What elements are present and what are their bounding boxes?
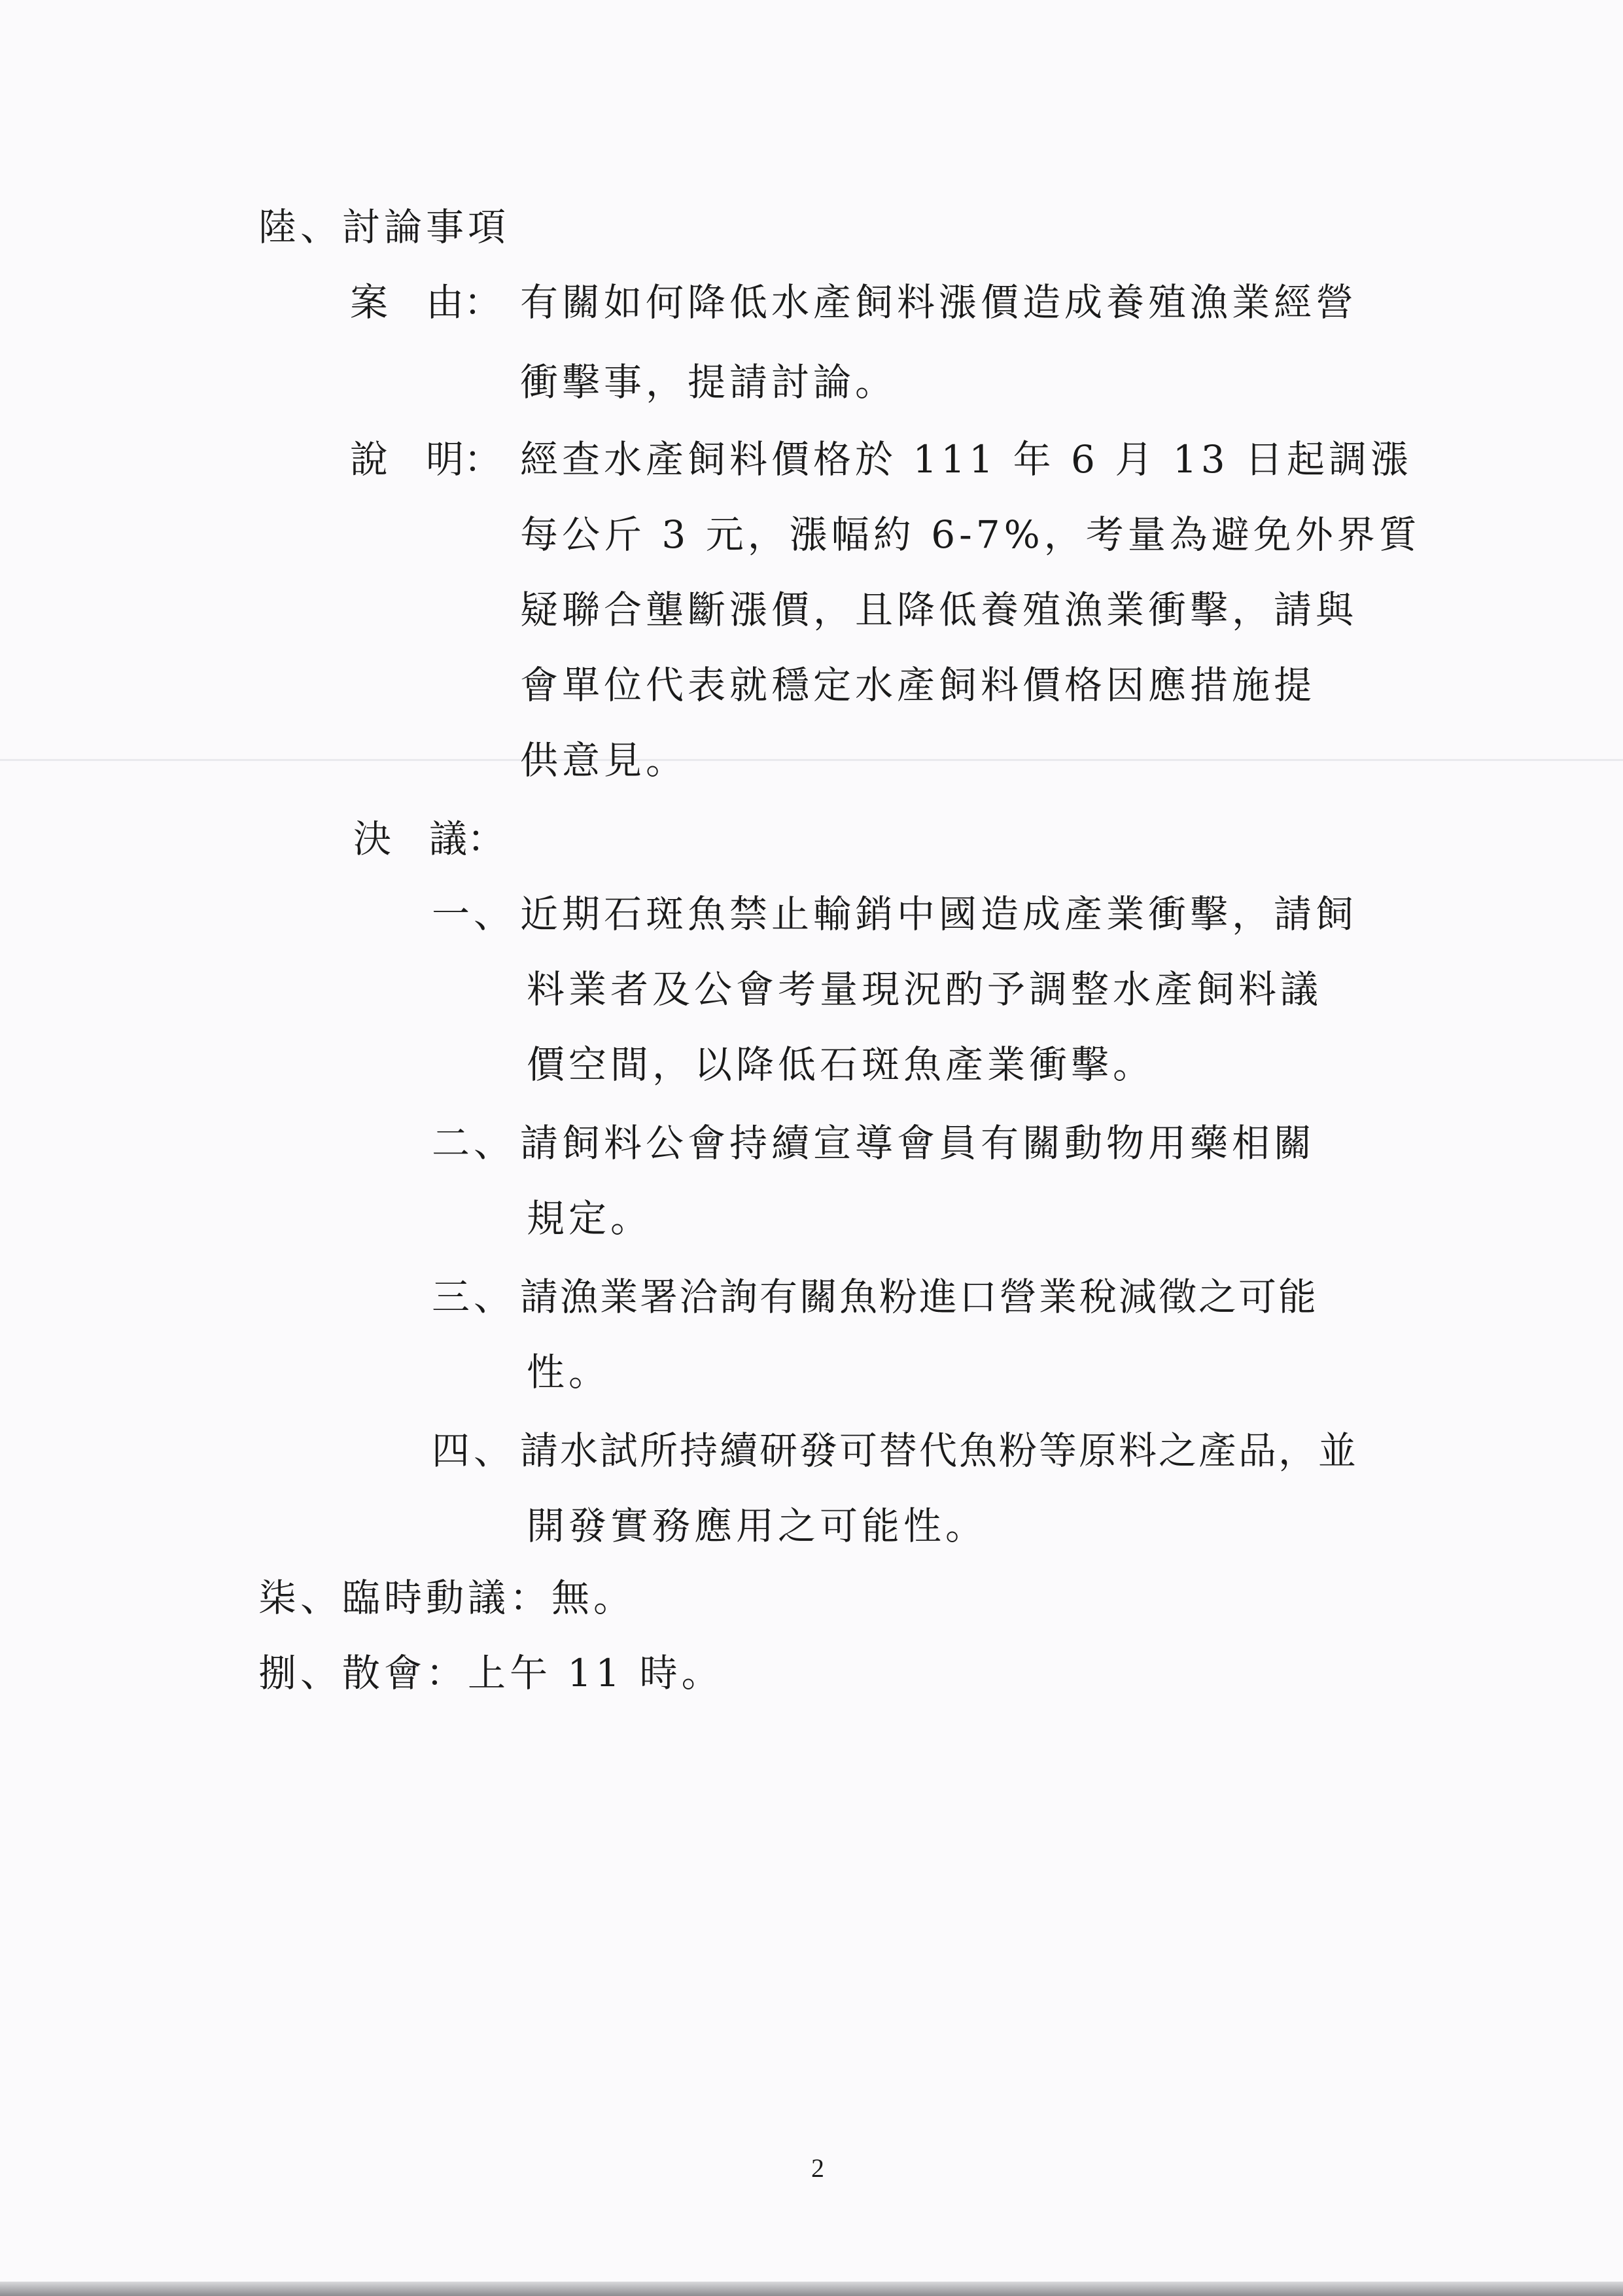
explanation-line: 每公斤 3 元，漲幅約 6-7%，考量為避免外界質 bbox=[520, 512, 1421, 557]
resolution-item-line: 請水試所持續研發可替代魚粉等原料之產品，並 bbox=[520, 1428, 1359, 1473]
resolution-item-line: 料業者及公會考量現況酌予調整水產飼料議 bbox=[527, 967, 1323, 1012]
resolution-item-line: 請漁業署洽詢有關魚粉進口營業稅減徵之可能 bbox=[520, 1275, 1319, 1319]
case-label: 案 由： bbox=[350, 280, 502, 325]
paper-fold bbox=[0, 759, 1623, 761]
scanner-edge bbox=[0, 2282, 1623, 2296]
resolution-item-line: 近期石斑魚禁止輸銷中國造成產業衝擊，請飼 bbox=[520, 892, 1358, 936]
explanation-line: 會單位代表就穩定水產飼料價格因應措施提 bbox=[520, 663, 1316, 707]
case-line: 衝擊事，提請討論。 bbox=[520, 360, 898, 404]
section-heading-adjournment: 捌、散會：上午 11 時。 bbox=[258, 1651, 724, 1695]
resolution-item-line: 規定。 bbox=[527, 1196, 653, 1241]
resolution-label: 決 議： bbox=[353, 817, 506, 861]
section-heading-discussion: 陸、討論事項 bbox=[258, 205, 510, 249]
resolution-item-line: 性。 bbox=[527, 1350, 611, 1394]
resolution-item-marker: 四、 bbox=[432, 1428, 516, 1473]
resolution-item-line: 請飼料公會持續宣導會員有關動物用藥相關 bbox=[520, 1121, 1316, 1165]
resolution-item-line: 價空間，以降低石斑魚產業衝擊。 bbox=[527, 1042, 1155, 1087]
section-heading-extempore-motion: 柒、臨時動議：無。 bbox=[258, 1576, 636, 1620]
resolution-item-line: 開發實務應用之可能性。 bbox=[527, 1504, 988, 1548]
explanation-label: 說 明： bbox=[350, 437, 502, 482]
explanation-line: 疑聯合壟斷漲價，且降低養殖漁業衝擊，請與 bbox=[520, 588, 1358, 632]
page-number: 2 bbox=[811, 2153, 824, 2183]
resolution-item-marker: 二、 bbox=[432, 1121, 516, 1165]
explanation-line: 供意見。 bbox=[520, 738, 688, 783]
resolution-item-marker: 三、 bbox=[432, 1275, 516, 1319]
case-line: 有關如何降低水產飼料漲價造成養殖漁業經營 bbox=[520, 280, 1358, 325]
resolution-item-marker: 一、 bbox=[432, 892, 516, 936]
explanation-line: 經查水產飼料價格於 111 年 6 月 13 日起調漲 bbox=[520, 437, 1413, 482]
